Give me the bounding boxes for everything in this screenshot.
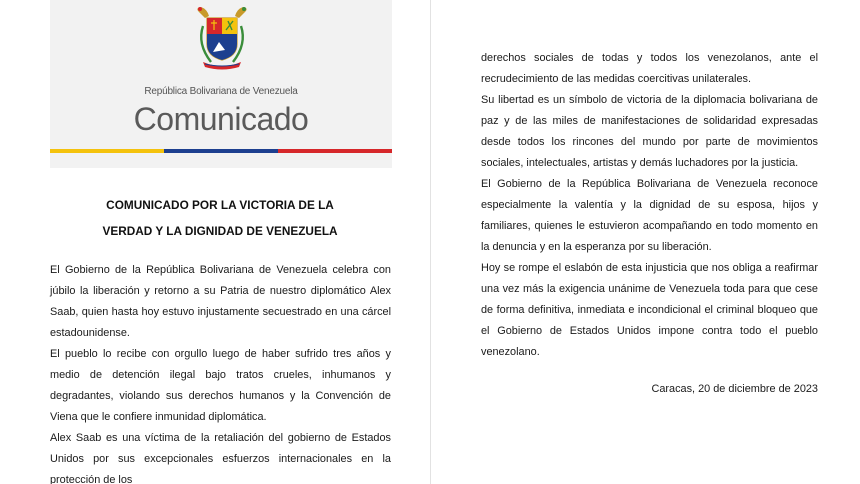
flag-blue-stripe [164, 149, 278, 153]
heading-line-2: VERDAD Y LA DIGNIDAD DE VENEZUELA [102, 224, 338, 238]
right-body-text [481, 48, 818, 363]
paragraph: El Gobierno de la República Bolivariana de Venezuela celebra con júbilo la liberación y retorno a su Patria de nuestro diplomático Alex Saab, quien hasta hoy estuvo injustamente secuestrado en una cárcel estadounidense. [50, 264, 391, 339]
heading-line-1: COMUNICADO POR LA VICTORIA DE LA [106, 198, 334, 212]
document-heading [60, 192, 380, 244]
banner-subtitle: República Bolivariana de Venezuela [144, 86, 298, 97]
dateline: Caracas, 20 de diciembre de 2023 [651, 383, 818, 395]
paragraph: El Gobierno de la República Bolivariana de Venezuela reconoce especialmente la valentía y la dignidad de su esposa, hijos y familiares, quienes le estuvieron acompañando en todo momento en la denuncia y en la esperanza por su liberación. [481, 178, 818, 253]
flag-red-stripe [278, 149, 392, 153]
flag-stars [198, 154, 246, 158]
document-page-right [431, 0, 860, 484]
paragraph: Hoy se rompe el eslabón de esta injusticia que nos obliga a reafirmar una vez más la exigencia unánime de Venezuela toda para que cese de forma definitiva, inmediata e incondicional el criminal bloqueo que el Gobierno de Estados Unidos impone contra todo el pueblo venezolano. [481, 262, 818, 358]
paragraph: Alex Saab es una víctima de la retaliación del gobierno de Estados Unidos por sus excepcionales esfuerzos internacionales en la protección de los [50, 432, 391, 484]
left-body-text [50, 260, 391, 484]
paragraph: derechos sociales de todas y todos los venezolanos, ante el recrudecimiento de las medidas coercitivas unilaterales. [481, 52, 818, 85]
paragraph: Su libertad es un símbolo de victoria de la diplomacia bolivariana de paz y de las miles de manifestaciones de solidaridad expresadas desde todos los rincones del mundo por parte de movimientos sociales, intelectuales, artistas y demás luchadores por la justicia. [481, 94, 818, 169]
flag-color-bar [50, 149, 392, 153]
banner-title: Comunicado [133, 101, 309, 137]
header-banner [50, 0, 392, 168]
flag-yellow-stripe [50, 149, 164, 153]
paragraph: El pueblo lo recibe con orgullo luego de haber sufrido tres años y medio de detención ilegal bajo tratos crueles, inhumanos y degradantes, violando sus derechos humanos y la Convención de Viena que le confiere inmunidad diplomática. [50, 348, 391, 423]
venezuela-coat-of-arms-icon [191, 6, 253, 70]
